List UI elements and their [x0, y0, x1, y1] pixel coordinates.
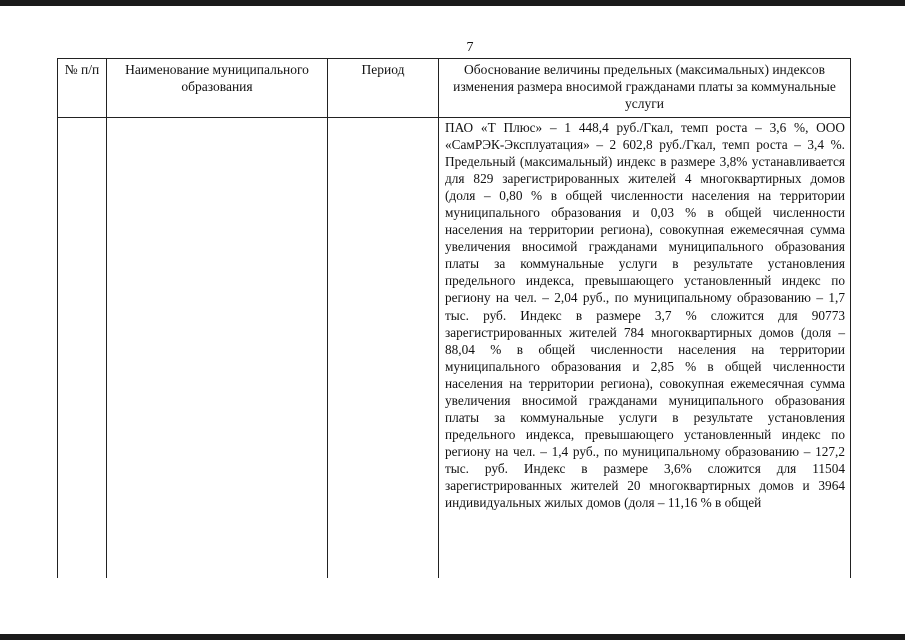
header-period: Период: [328, 59, 439, 118]
bottom-border: [0, 634, 905, 640]
top-border: [0, 0, 905, 6]
header-number: № п/п: [58, 59, 107, 118]
cell-justification: [439, 118, 851, 578]
justification-text: ПАО «Т Плюс» – 1 448,4 руб./Гкал, темп роста – 3,6 %, ООО «СамРЭК-Эксплуатация» – 2 602,8 руб./Гкал, темп роста – 3,4 %. Предельный (максимальный) индекс в размере 3,8% устанавливается для 829 зарегистрированных жителей 4 многоквартирных домов (доля – 0,80 % в общей численности населения на территории муниципального образования и 0,03 % в общей численности населения на территории региона), совокупная ежемесячная сумма увеличения вносимой гражданами муниципального образования платы за коммунальные услуги в результате установления предельного индекса, превышающего установленный индекс по региону на чел. – 2,04 руб., по муниципальному образованию – 1,7 тыс. руб. Индекс в размере 3,7 % сложится для 90773 зарегистрированных жителей 784 многоквартирных домов (доля – 88,04 % в общей численности населения на территории муниципального образования и 2,85 % в общей численности населения на территории региона), совокупная ежемесячная сумма увеличения вносимой гражданами муниципального образования платы за коммунальные услуги в результате установления предельного индекса, превышающего установленный индекс по региону на чел. – 1,4 руб., по муниципальному образованию – 127,2 тыс. руб. Индекс в размере 3,6% сложится для 11504 зарегистрированных жителей 20 многоквартирных домов и 3964 индивидуальных жилых домов (доля – 11,16 % в общей: [445, 120, 845, 511]
page-number: 7: [466, 40, 474, 55]
table-header-row: [58, 59, 851, 118]
header-justification: Обоснование величины предельных (максимальных) индексов изменения размера вносимой гражданами платы за коммунальные услуги: [439, 59, 851, 118]
tariff-table: [57, 58, 851, 578]
cell-municipality: [107, 118, 328, 578]
header-municipality: Наименование муниципального образования: [107, 59, 328, 118]
table-row: [58, 118, 851, 578]
cell-number: [58, 118, 107, 578]
cell-period: [328, 118, 439, 578]
